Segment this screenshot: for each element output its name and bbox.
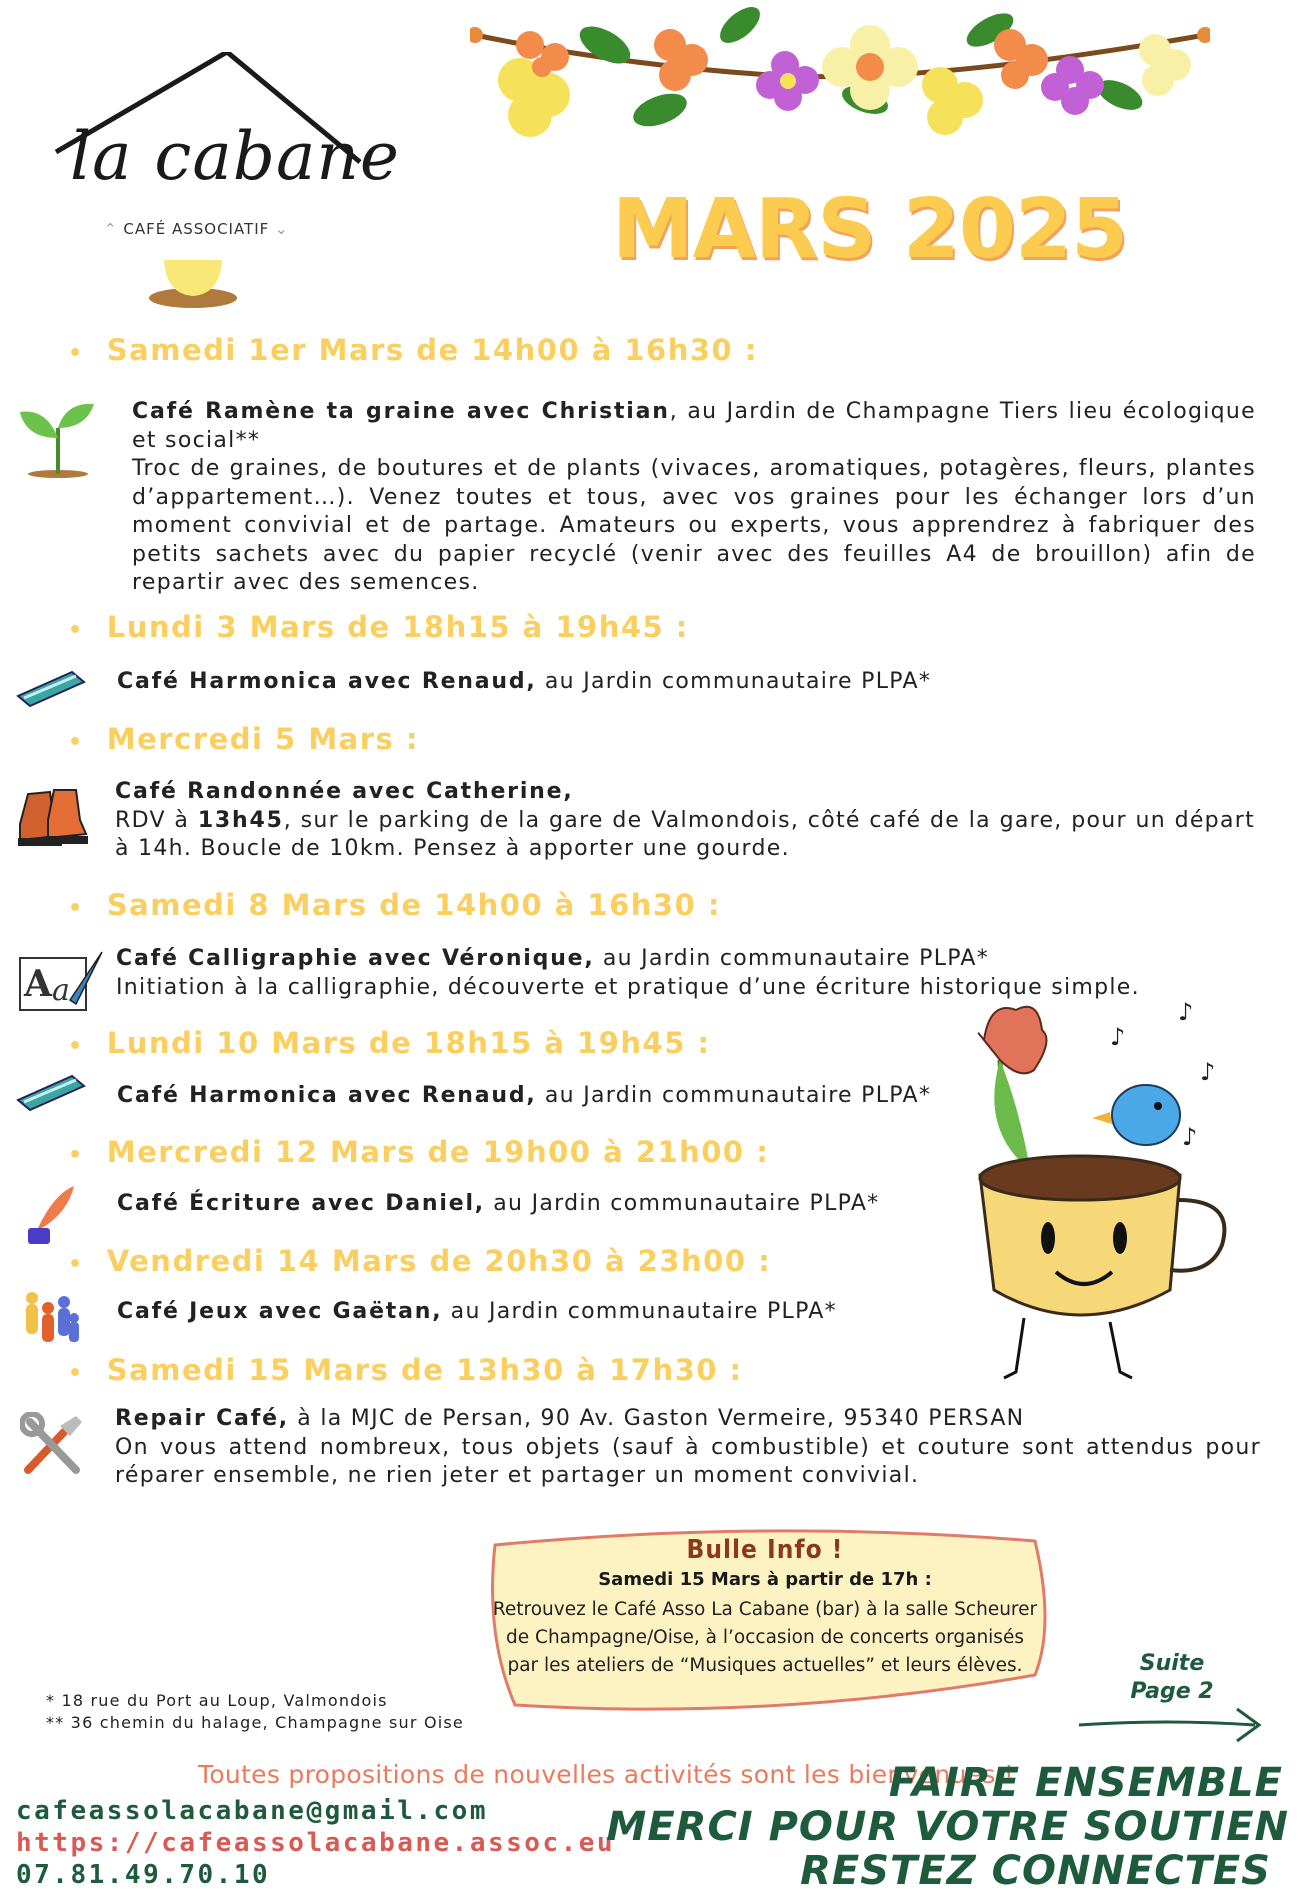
info-bubble bbox=[490, 1535, 1040, 1680]
svg-text:♪: ♪ bbox=[1200, 1058, 1216, 1086]
svg-text:a: a bbox=[52, 973, 70, 1008]
flower-garland-decoration bbox=[470, 5, 1210, 165]
calligraphy-icon bbox=[18, 950, 104, 1014]
tools-icon bbox=[20, 1412, 86, 1478]
coffee-cup-logo-icon bbox=[146, 250, 241, 312]
event-heading: • Samedi 15 Mars de 13h30 à 17h30 : bbox=[68, 1353, 743, 1387]
contact-website[interactable]: https://cafeassolacabane.assoc.eu bbox=[16, 1828, 616, 1858]
seedling-icon bbox=[16, 398, 96, 478]
footnote-address-champagne: ** 36 chemin du halage, Champagne sur Oise bbox=[46, 1713, 464, 1732]
info-bubble-body: Retrouvez le Café Asso La Cabane (bar) à la salle Scheurer de Champagne/Oise, à l’occasion de concerts organisés par les ateliers de “Musiques actuelles” et leurs élèves. bbox=[492, 1599, 1038, 1676]
bullet-icon: • bbox=[68, 1361, 84, 1386]
logo-subtitle: ⌃ CAFÉ ASSOCIATIF ⌄ bbox=[104, 220, 289, 238]
bullet-icon: • bbox=[68, 1252, 84, 1277]
slogan-line: FAIRE ENSEMBLE bbox=[888, 1760, 1283, 1806]
info-bubble-title: Bulle Info ! bbox=[686, 1535, 844, 1565]
svg-text:♪: ♪ bbox=[1182, 1123, 1198, 1151]
contact-email[interactable]: cafeassolacabane@gmail.com bbox=[16, 1796, 488, 1826]
slogan-line: RESTEZ CONNECTES bbox=[800, 1848, 1271, 1894]
event-body: Café Harmonica avec Renaud, au Jardin communautaire PLPA* bbox=[117, 1083, 932, 1108]
event-body: Café Jeux avec Gaëtan, au Jardin communautaire PLPA* bbox=[117, 1299, 837, 1324]
bullet-icon: • bbox=[68, 1143, 84, 1168]
event-body: Café Écriture avec Daniel, au Jardin communautaire PLPA* bbox=[117, 1191, 880, 1216]
game-pawns-icon bbox=[22, 1290, 82, 1344]
harmonica-icon bbox=[14, 668, 86, 710]
svg-text:♪: ♪ bbox=[1178, 1000, 1194, 1026]
svg-text:♪: ♪ bbox=[1110, 1023, 1126, 1051]
event-body: Café Harmonica avec Renaud, au Jardin communautaire PLPA* bbox=[117, 669, 932, 694]
event-body: Café Calligraphie avec Véronique, au Jardin communautaire PLPA* Initiation à la calligraphie, découverte et pratique d’une écriture historique simple. bbox=[116, 946, 1140, 1000]
bullet-icon: • bbox=[68, 896, 84, 921]
event-body: Repair Café, à la MJC de Persan, 90 Av. Gaston Vermeire, 95340 PERSAN On vous attend nombreux, tous objets (sauf à combustible) et couture sont attendus pour réparer ensemble, ne rien jeter et partager un moment convivial. bbox=[115, 1406, 1261, 1488]
footnote-address-plpa: * 18 rue du Port au Loup, Valmondois bbox=[46, 1691, 388, 1710]
logo-wordmark: la cabane bbox=[70, 118, 400, 195]
contact-phone[interactable]: 07.81.49.70.10 bbox=[16, 1860, 271, 1890]
arrow-right-icon[interactable] bbox=[1075, 1705, 1265, 1745]
footnotes bbox=[46, 1690, 464, 1734]
next-page-link[interactable]: Suite Page 2 bbox=[1130, 1651, 1214, 1704]
bullet-icon: • bbox=[68, 730, 84, 755]
quill-ink-icon bbox=[24, 1184, 76, 1246]
event-body: Café Ramène ta graine avec Christian, au Jardin de Champagne Tiers lieu écologique et social** Troc de graines, de boutures et de plants (vivaces, aromatiques, potagères, fleurs, plantes d’appartement…). Venez toutes et tous, avec vos graines pour les échanger lors d’un moment convivial et de partage. Amateurs ou experts, vous apprendrez à fabriquer des petits sachets avec du papier recyclé (venir avec des feuilles A4 de brouillon) afin de repartir avec des semences. bbox=[132, 399, 1256, 595]
event-heading: • Mercredi 12 Mars de 19h00 à 21h00 : bbox=[68, 1135, 770, 1169]
svg-text:A: A bbox=[24, 963, 52, 1005]
event-body: Café Randonnée avec Catherine, RDV à 13h45, sur le parking de la gare de Valmondois, côté café de la gare, pour un départ à 14h. Boucle de 10km. Pensez à apporter une gourde. bbox=[115, 779, 1255, 861]
bullet-icon: • bbox=[68, 618, 84, 643]
event-heading: • Lundi 10 Mars de 18h15 à 19h45 : bbox=[68, 1026, 711, 1060]
event-heading: • Samedi 8 Mars de 14h00 à 16h30 : bbox=[68, 888, 721, 922]
harmonica-icon bbox=[14, 1072, 86, 1114]
event-heading: • Vendredi 14 Mars de 20h30 à 23h00 : bbox=[68, 1244, 772, 1278]
page-title: MARS 2025 bbox=[612, 182, 1128, 277]
coffee-cup-character-illustration bbox=[960, 1000, 1260, 1390]
hiking-boots-icon bbox=[14, 784, 90, 850]
slogan-line: MERCI POUR VOTRE SOUTIEN bbox=[606, 1804, 1289, 1850]
bullet-icon: • bbox=[68, 1034, 84, 1059]
event-heading: • Mercredi 5 Mars : bbox=[68, 722, 420, 756]
event-heading: • Lundi 3 Mars de 18h15 à 19h45 : bbox=[68, 610, 689, 644]
proposals-note: Toutes propositions de nouvelles activités sont les bienvenues ! bbox=[198, 1760, 1015, 1789]
event-heading: • Samedi 1er Mars de 14h00 à 16h30 : bbox=[68, 333, 758, 367]
info-bubble-subtitle: Samedi 15 Mars à partir de 17h : bbox=[598, 1569, 932, 1590]
bullet-icon: • bbox=[68, 341, 84, 366]
